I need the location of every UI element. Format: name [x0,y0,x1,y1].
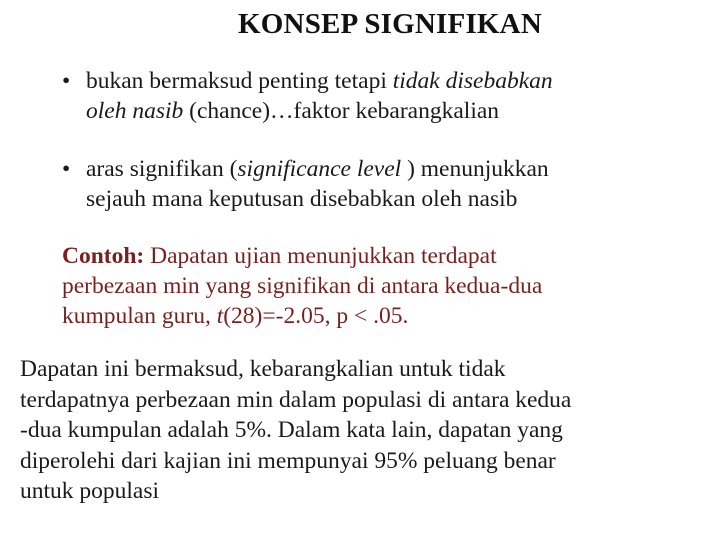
bullet-icon: • [62,156,71,182]
conclusion-line: Dapatan ini bermaksud, kebarangkalian untuk tidak [20,356,506,382]
bullet-list [62,66,702,242]
bullet-text: aras signifikan ( [86,156,238,182]
conclusion-line: terdapatnya perbezaan min dalam populasi di antara kedua [20,386,572,413]
example-label: Contoh: [62,243,145,269]
conclusion-line: diperolehi dari kajian ini mempunyai 95% peluang benar [20,447,556,474]
conclusion-line: -dua kumpulan adalah 5%. Dalam kata lain, dapatan yang [20,417,563,443]
conclusion-line: untuk populasi [20,478,160,504]
example-text: perbezaan min yang signifikan di antara kedua-dua [62,273,543,299]
bullet-icon: • [62,68,71,94]
bullet-text: sejauh mana keputusan disebabkan oleh nasib [86,186,518,212]
bullet-item-significance-level [62,154,702,214]
bullet-italic-text: significance level [237,156,402,182]
bullet-italic-text: tidak disebabkan [392,68,553,94]
example-text: kumpulan guru, [62,303,217,329]
example-text: Dapatan ujian menunjukkan terdapat [144,243,497,269]
example-block [62,241,702,331]
slide-title: KONSEP SIGNIFIKAN [238,8,542,40]
example-text: (28)=-2.05, p < .05. [223,303,409,329]
conclusion-paragraph [20,354,710,507]
bullet-item-chance [62,66,702,126]
example-italic-text: t [216,303,224,329]
bullet-text: ) menunjukkan [401,156,549,182]
bullet-italic-text: oleh nasib [86,98,184,124]
bullet-text: bukan bermaksud penting tetapi [86,68,393,94]
bullet-text: (chance)…faktor kebarangkalian [183,98,500,124]
